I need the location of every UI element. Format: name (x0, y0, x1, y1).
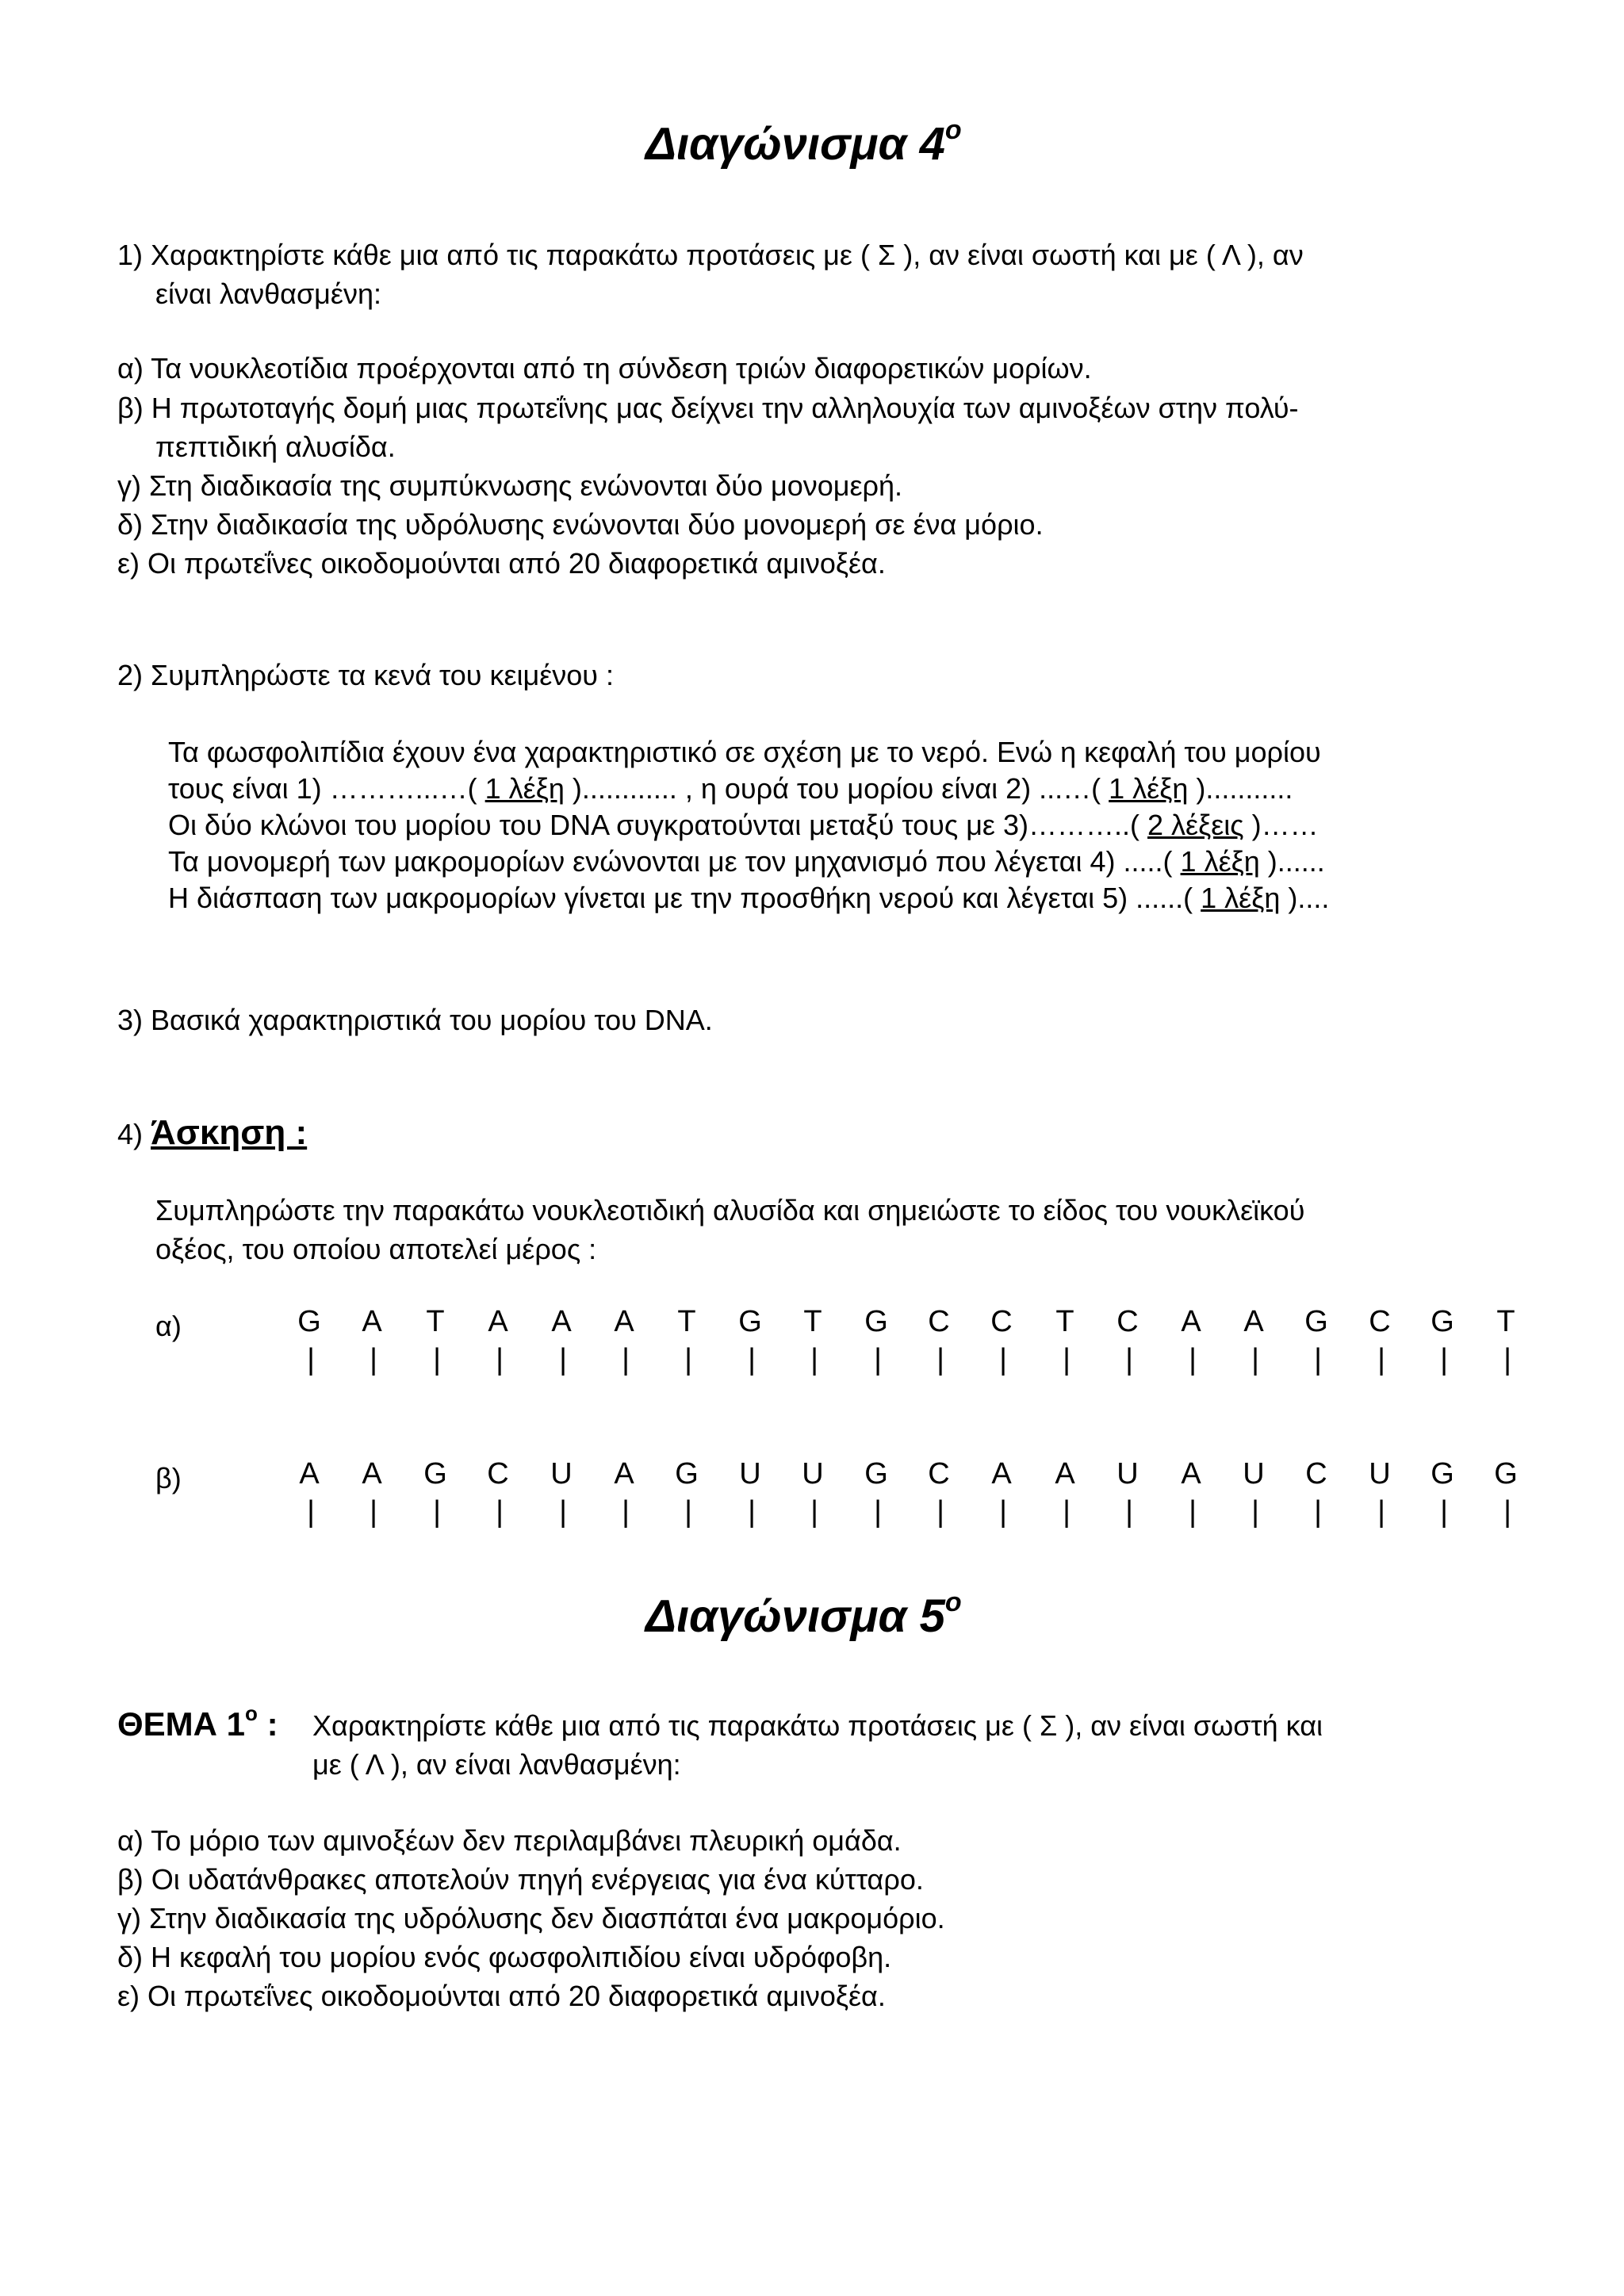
test4-title (645, 114, 962, 170)
nucleotide-seq-b-14: A (1181, 1457, 1201, 1490)
bond-bar: | (1377, 1495, 1385, 1529)
q1-item-c: γ) Στη διαδικασία της συμπύκνωσης ενώνονται δύο μονομερή. (117, 469, 903, 502)
seq-a-label: α) (155, 1310, 182, 1342)
bond-bar: | (1503, 1343, 1511, 1376)
bond-bar: | (433, 1495, 441, 1529)
seq-b-chain (0, 1457, 1624, 1536)
q2-line3-part-a: Οι δύο κλώνοι του μορίου του DNA συγκρατούνται μεταξύ τους με 3)………..( (168, 809, 1147, 841)
q1-item-d: δ) Στην διαδικασία της υδρόλυσης ενώνονται δύο μονομερή σε ένα μόριο. (117, 508, 1044, 541)
nucleotide-seq-a-1: A (362, 1305, 382, 1338)
bond-bar: | (622, 1495, 630, 1529)
bond-bar: | (1063, 1343, 1071, 1376)
t5-item-e: ε) Οι πρωτεΐνες οικοδομούνται από 20 διαφορετικά αμινοξέα. (117, 1980, 886, 2012)
nucleotide-seq-a-6: T (677, 1305, 696, 1338)
nucleotide-seq-b-12: A (1055, 1457, 1075, 1490)
thema1-line1: Χαρακτηρίστε κάθε μια από τις παρακάτω προτάσεις με ( Σ ), αν είναι σωστή και (312, 1709, 1323, 1742)
q2-blank3-hint: 2 λέξεις (1147, 809, 1244, 841)
thema1-line2: με ( Λ ), αν είναι λανθασμένη: (312, 1748, 681, 1781)
nucleotide-seq-b-19: G (1494, 1457, 1518, 1490)
thema1-label-sup: ο (245, 1701, 258, 1725)
seq-b-label: β) (155, 1462, 182, 1494)
nucleotide-seq-b-7: U (739, 1457, 761, 1490)
nucleotide-seq-b-9: G (864, 1457, 888, 1490)
nucleotide-seq-a-19: T (1496, 1305, 1515, 1338)
thema1-colon: : (257, 1705, 278, 1743)
test4-title-sup: ο (944, 114, 962, 145)
nucleotide-seq-b-18: G (1431, 1457, 1454, 1490)
q3-heading: 3) Βασικά χαρακτηριστικά του μορίου του DNA. (117, 1004, 713, 1036)
nucleotide-seq-a-5: A (614, 1305, 634, 1338)
nucleotide-seq-b-2: G (423, 1457, 447, 1490)
bond-bar: | (559, 1343, 567, 1376)
bond-bar: | (1251, 1343, 1259, 1376)
bond-bar: | (1503, 1495, 1511, 1529)
bond-bar: | (559, 1495, 567, 1529)
q2-line2-part-b: )............ , η ουρά του μορίου είναι 2) ...…( (564, 772, 1109, 805)
thema1-label-text: ΘΕΜΑ 1 (117, 1705, 246, 1743)
bond-bar: | (307, 1495, 315, 1529)
t5-item-b: β) Οι υδατάνθρακες αποτελούν πηγή ενέργειας για ένα κύτταρο. (117, 1863, 924, 1896)
bond-bar: | (1189, 1343, 1197, 1376)
nucleotide-seq-b-8: U (802, 1457, 824, 1490)
nucleotide-seq-b-6: G (675, 1457, 699, 1490)
q2-line4 (168, 842, 1325, 882)
q2-blank2-hint: 1 λέξη (1109, 772, 1189, 805)
bond-bar: | (1440, 1343, 1448, 1376)
bond-bar: | (1125, 1495, 1133, 1529)
seq-a-chain (0, 1305, 1624, 1384)
nucleotide-seq-a-15: A (1243, 1305, 1264, 1338)
nucleotide-seq-b-11: A (991, 1457, 1012, 1490)
q2-blank1-hint: 1 λέξη (485, 772, 565, 805)
bond-bar: | (622, 1343, 630, 1376)
bond-bar: | (748, 1495, 756, 1529)
bond-bar: | (684, 1343, 692, 1376)
q2-line2-part-a: τους είναι 1) ………...…( (168, 772, 485, 805)
q1-item-b-line1: β) Η πρωτοταγής δομή μιας πρωτεΐνης μας δείχνει την αλληλουχία των αμινοξέων στην πολύ- (117, 392, 1299, 424)
q2-blank5-hint: 1 λέξη (1201, 882, 1281, 914)
q1-item-b-line2: πεπτιδική αλυσίδα. (155, 430, 396, 463)
nucleotide-seq-b-17: U (1369, 1457, 1391, 1490)
q2-line5-part-b: ).... (1280, 882, 1330, 914)
t5-item-c: γ) Στην διαδικασία της υδρόλυσης δεν διασπάται ένα μακρομόριο. (117, 1902, 945, 1934)
nucleotide-seq-b-16: C (1305, 1457, 1327, 1490)
bond-bar: | (748, 1343, 756, 1376)
q2-line4-part-b: )...... (1259, 845, 1325, 878)
q2-line2 (168, 769, 1293, 809)
nucleotide-seq-a-17: C (1369, 1305, 1391, 1338)
nucleotide-seq-b-10: C (928, 1457, 950, 1490)
nucleotide-seq-a-7: G (738, 1305, 762, 1338)
q2-blank4-hint: 1 λέξη (1180, 845, 1260, 878)
q2-line5 (168, 878, 1329, 918)
q4-instruction-line1: Συμπληρώστε την παρακάτω νουκλεοτιδική αλυσίδα και σημειώστε το είδος του νουκλεϊκού (155, 1194, 1305, 1226)
q1-line2: είναι λανθασμένη: (155, 277, 381, 310)
nucleotide-seq-a-11: C (990, 1305, 1013, 1338)
bond-bar: | (810, 1343, 818, 1376)
bond-bar: | (1251, 1495, 1259, 1529)
q4-label: Άσκηση : (151, 1113, 308, 1152)
test5-title-sup: ο (944, 1586, 962, 1617)
nucleotide-seq-a-2: T (426, 1305, 445, 1338)
nucleotide-seq-b-15: U (1243, 1457, 1265, 1490)
test5-title-text: Διαγώνισμα 5 (645, 1590, 945, 1642)
bond-bar: | (1063, 1495, 1071, 1529)
nucleotide-seq-b-0: A (299, 1457, 320, 1490)
q2-line5-part-a: Η διάσπαση των μακρομορίων γίνεται με την προσθήκη νερού και λέγεται 5) ......( (168, 882, 1201, 914)
nucleotide-seq-b-1: A (362, 1457, 382, 1490)
bond-bar: | (810, 1495, 818, 1529)
bond-bar: | (999, 1343, 1007, 1376)
q4-number: 4) (117, 1118, 151, 1150)
bond-bar: | (936, 1495, 944, 1529)
test4-title-text: Διαγώνισμα 4 (645, 118, 945, 170)
nucleotide-seq-a-0: G (297, 1305, 321, 1338)
bond-bar: | (1314, 1343, 1322, 1376)
bond-bar: | (936, 1343, 944, 1376)
q2-heading: 2) Συμπληρώστε τα κενά του κειμένου : (117, 659, 614, 691)
q1-item-e: ε) Οι πρωτεΐνες οικοδομούνται από 20 διαφορετικά αμινοξέα. (117, 547, 886, 580)
t5-item-d: δ) Η κεφαλή του μορίου ενός φωσφολιπιδίου είναι υδρόφοβη. (117, 1941, 892, 1973)
nucleotide-seq-b-13: U (1116, 1457, 1139, 1490)
bond-bar: | (496, 1495, 504, 1529)
bond-bar: | (874, 1343, 882, 1376)
bond-bar: | (1125, 1343, 1133, 1376)
nucleotide-seq-a-13: C (1116, 1305, 1139, 1338)
bond-bar: | (1377, 1343, 1385, 1376)
nucleotide-seq-b-3: C (487, 1457, 509, 1490)
bond-bar: | (999, 1495, 1007, 1529)
nucleotide-seq-a-8: T (803, 1305, 822, 1338)
bond-bar: | (496, 1343, 504, 1376)
nucleotide-seq-a-4: A (551, 1305, 572, 1338)
nucleotide-seq-a-16: G (1304, 1305, 1328, 1338)
bond-bar: | (874, 1495, 882, 1529)
thema1-label (117, 1701, 278, 1743)
bond-bar: | (370, 1495, 377, 1529)
nucleotide-seq-b-4: U (550, 1457, 573, 1490)
q1-line1: 1) Χαρακτηρίστε κάθε μια από τις παρακάτω προτάσεις με ( Σ ), αν είναι σωστή και με ( Λ ), αν (117, 239, 1304, 271)
test5-title (645, 1586, 962, 1643)
q1-item-a: α) Τα νουκλεοτίδια προέρχονται από τη σύνδεση τριών διαφορετικών μορίων. (117, 352, 1092, 385)
nucleotide-seq-a-14: A (1181, 1305, 1201, 1338)
q4-heading (117, 1113, 307, 1154)
q2-line3 (168, 806, 1319, 845)
q2-line4-part-a: Τα μονομερή των μακρομορίων ενώνονται με τον μηχανισμό που λέγεται 4) .....( (168, 845, 1181, 878)
bond-bar: | (370, 1343, 377, 1376)
q2-line1: Τα φωσφολιπίδια έχουν ένα χαρακτηριστικό σε σχέση με το νερό. Ενώ η κεφαλή του μορίου (168, 736, 1321, 768)
bond-bar: | (1189, 1495, 1197, 1529)
q4-instruction-line2: οξέος, του οποίου αποτελεί μέρος : (155, 1233, 597, 1265)
nucleotide-seq-a-18: G (1431, 1305, 1454, 1338)
q2-line2-part-c: )........... (1188, 772, 1293, 805)
bond-bar: | (307, 1343, 315, 1376)
nucleotide-seq-b-5: A (614, 1457, 634, 1490)
bond-bar: | (433, 1343, 441, 1376)
nucleotide-seq-a-3: A (488, 1305, 508, 1338)
nucleotide-seq-a-10: C (928, 1305, 950, 1338)
nucleotide-seq-a-12: T (1055, 1305, 1074, 1338)
bond-bar: | (684, 1495, 692, 1529)
q2-line3-part-b: )…… (1243, 809, 1319, 841)
t5-item-a: α) Το μόριο των αμινοξέων δεν περιλαμβάνει πλευρική ομάδα. (117, 1824, 902, 1857)
bond-bar: | (1440, 1495, 1448, 1529)
bond-bar: | (1314, 1495, 1322, 1529)
nucleotide-seq-a-9: G (864, 1305, 888, 1338)
